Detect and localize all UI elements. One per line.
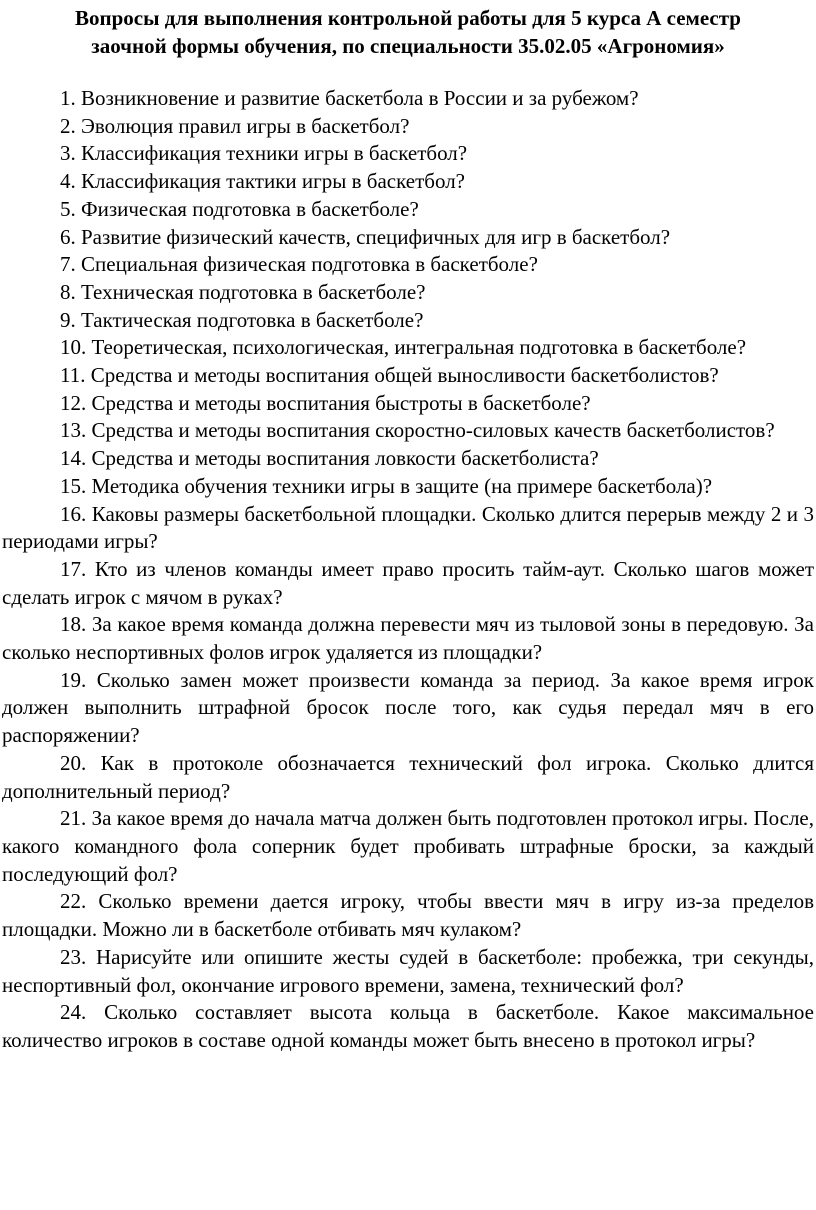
question-text: Классификация техники игры в баскетбол?	[81, 141, 468, 166]
question-number: 14.	[60, 446, 87, 471]
question-text: За какое время до начала матча должен быть подготовлен протокол игры. После, какого командного фола соперник будет пробивать штрафные броски, за каждый последующий фол?	[2, 806, 815, 886]
question-text: Классификация тактики игры в баскетбол?	[81, 169, 465, 194]
question-item	[2, 362, 814, 390]
question-number: 10.	[60, 335, 87, 360]
question-item	[2, 334, 814, 362]
title-line-2: заочной формы обучения, по специальности 35.02.05 «Агрономия»	[91, 34, 725, 58]
question-number: 20.	[60, 750, 87, 775]
title-line-1: Вопросы для выполнения контрольной работы для 5 курса А семестр	[74, 6, 741, 30]
questions-list	[2, 85, 814, 1055]
question-item	[2, 667, 814, 750]
question-text: Средства и методы воспитания скоростно-силовых качеств баскетболистов?	[91, 418, 775, 443]
question-text: Сколько замен может произвести команда за период. За какое время игрок должен выполнить штрафной бросок после того, как судья передал мяч в его распоряжении?	[2, 667, 815, 748]
question-item	[2, 750, 814, 805]
question-item	[2, 224, 814, 252]
question-item	[2, 140, 814, 168]
question-text: Средства и методы воспитания ловкости баскетболиста?	[91, 446, 599, 471]
question-item	[2, 307, 814, 335]
question-text: За какое время команда должна перевести мяч из тыловой зоны в передовую. За сколько неспортивных фолов игрок удаляется из площадки?	[2, 612, 814, 665]
question-number: 22.	[60, 889, 87, 914]
question-item	[2, 85, 814, 113]
question-number: 6.	[60, 224, 76, 249]
question-number: 23.	[60, 944, 87, 969]
question-number: 9.	[60, 307, 76, 332]
question-item	[2, 805, 814, 888]
question-number: 11.	[60, 363, 86, 388]
question-number: 8.	[60, 279, 76, 304]
question-text: Развитие физический качеств, специфичных для игр в баскетбол?	[81, 224, 671, 249]
question-number: 24.	[60, 1000, 87, 1025]
question-item	[2, 473, 814, 501]
question-number: 12.	[60, 390, 87, 415]
question-item	[2, 417, 814, 445]
question-text: Сколько составляет высота кольца в баскетболе. Какое максимальное количество игроков в составе одной команды может быть внесено в протокол игры?	[2, 1000, 815, 1052]
question-number: 5.	[60, 196, 76, 221]
question-text: Средства и методы воспитания общей выносливости баскетболистов?	[90, 363, 719, 388]
question-number: 15.	[60, 473, 87, 498]
question-item	[2, 556, 814, 611]
question-item	[2, 611, 814, 666]
question-number: 3.	[60, 141, 76, 166]
question-text: Теоретическая, психологическая, интегральная подготовка в баскетболе?	[91, 335, 747, 360]
question-number: 13.	[60, 418, 87, 443]
question-number: 19.	[60, 667, 87, 692]
question-text: Методика обучения техники игры в защите (на примере баскетбола)?	[91, 473, 713, 498]
question-text: Нарисуйте или опишите жесты судей в баскетболе: пробежка, три секунды, неспортивный фол, окончание игрового времени, замена, технический фол?	[2, 944, 814, 997]
question-item	[2, 196, 814, 224]
question-item	[2, 390, 814, 418]
question-number: 4.	[60, 169, 76, 194]
question-text: Возникновение и развитие баскетбола в России и за рубежом?	[81, 86, 639, 110]
question-item	[2, 944, 814, 999]
question-item	[2, 168, 814, 196]
question-number: 18.	[60, 612, 87, 637]
question-number: 2.	[60, 113, 76, 138]
question-number: 16.	[60, 501, 87, 526]
question-text: Специальная физическая подготовка в баскетболе?	[81, 252, 538, 277]
question-number: 21.	[60, 806, 87, 831]
question-item	[2, 999, 814, 1054]
question-text: Как в протоколе обозначается технический фол игрока. Сколько длится дополнительный период?	[2, 750, 814, 803]
question-text: Кто из членов команды имеет право просить тайм-аут. Сколько шагов может сделать игрок с мячом в руках?	[2, 556, 814, 609]
question-text: Физическая подготовка в баскетболе?	[81, 196, 419, 221]
question-number: 7.	[60, 252, 76, 277]
question-text: Эволюция правил игры в баскетбол?	[81, 113, 410, 138]
question-item	[2, 279, 814, 307]
question-item	[2, 251, 814, 279]
question-item	[2, 445, 814, 473]
question-text: Тактическая подготовка в баскетболе?	[81, 307, 424, 332]
question-text: Средства и методы воспитания быстроты в баскетболе?	[91, 390, 591, 415]
question-text: Каковы размеры баскетбольной площадки. Сколько длится перерыв между 2 и 3 периодами игры?	[2, 501, 814, 554]
question-text: Сколько времени дается игроку, чтобы ввести мяч в игру из-за пределов площадки. Можно ли в баскетболе отбивать мяч кулаком?	[2, 889, 814, 942]
question-text: Техническая подготовка в баскетболе?	[81, 279, 426, 304]
question-item	[2, 113, 814, 141]
question-item	[2, 888, 814, 943]
page-title	[2, 4, 814, 60]
question-number: 17.	[60, 556, 87, 581]
question-number: 1.	[60, 86, 76, 110]
question-item	[2, 501, 814, 556]
